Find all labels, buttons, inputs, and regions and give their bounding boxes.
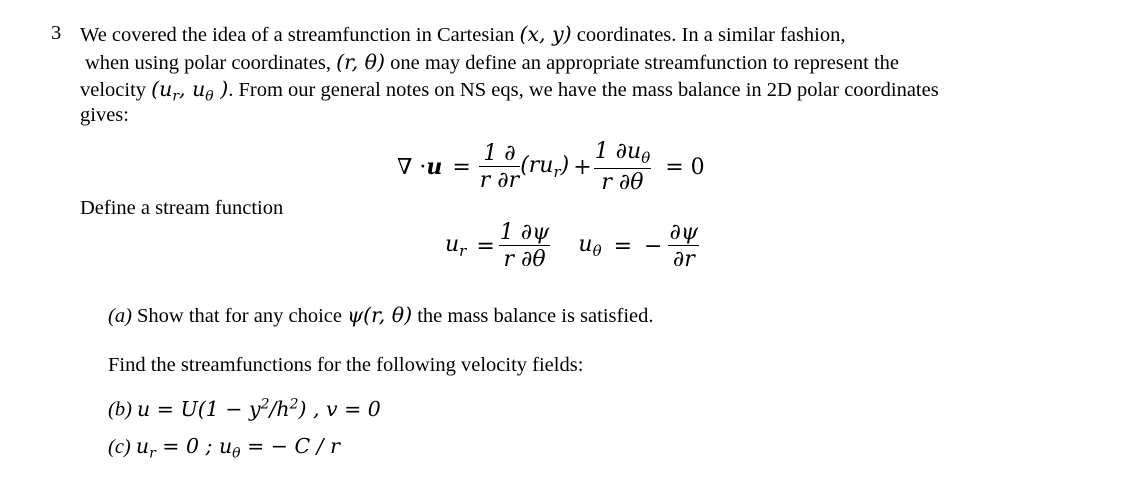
velocity-close: ) (213, 77, 229, 101)
part-a-math: ψ(r, θ) (347, 303, 413, 327)
part-b-math-3: ) , v = 0 (298, 396, 381, 421)
term-r-ur-open: (ru (520, 153, 554, 179)
nabla-dot: ∇ · (397, 154, 427, 180)
intro-line-1 (80, 22, 846, 47)
term-r-ur (520, 153, 569, 181)
u-r-letter: u (445, 232, 460, 258)
equals-zero: = 0 (665, 154, 705, 180)
fraction-1-over-r-dpsi-dtheta (499, 221, 551, 271)
velocity-mid: , u (179, 77, 206, 101)
part-a-text-1: Show that for any choice (131, 305, 348, 327)
intro-line-2-text-c: one may define an appropriate streamfunction to represent the (385, 52, 900, 74)
intro-line-3-text-c: . From our general notes on NS eqs, we have the mass balance in 2D polar coordinates (228, 79, 939, 101)
fraction-2-over-r-du-dtheta (594, 140, 652, 194)
fraction-2-numerator-sub: θ (641, 149, 651, 167)
part-b-math-1: u = U(1 − y (137, 396, 261, 421)
intro-line-2-math: (r, θ) (336, 50, 385, 74)
stream-fraction-1-numerator: 1 ∂ψ (499, 219, 550, 245)
term-r-ur-close: ) (560, 153, 570, 179)
part-c-u1: u (135, 434, 150, 458)
fraction-1-numerator: 1 ∂ (479, 142, 520, 167)
equals-sign-3: = (613, 233, 633, 259)
u-r-symbol (445, 232, 466, 260)
intro-line-1-text-a: We covered the idea of a streamfunction in Cartesian (80, 24, 520, 46)
equals-sign-2: = (476, 233, 495, 259)
part-c-label: (c) (108, 436, 136, 458)
part-b (108, 396, 381, 422)
velocity-vector-u: u (426, 154, 443, 180)
intro-line-1-math: (x, y) (519, 22, 572, 46)
part-c-sub-2: θ (232, 445, 241, 462)
part-b-sup-2: 2 (289, 396, 299, 412)
term-r-ur-sub: r (553, 162, 561, 181)
stream-fraction-2-numerator: ∂ψ (669, 219, 699, 245)
fraction-1-denominator: r ∂r (479, 168, 520, 193)
intro-line-4: gives: (80, 104, 129, 126)
fraction-2-numerator (594, 140, 652, 168)
stream-function-definitions (445, 217, 699, 275)
part-a (108, 303, 654, 328)
stream-fraction-2-denominator: ∂r (672, 247, 695, 272)
intro-line-2-text-a: when using polar coordinates, (85, 52, 337, 74)
find-streamfunctions-text: Find the streamfunctions for the following velocity fields: (108, 354, 584, 376)
velocity-open: (u (151, 77, 173, 101)
intro-line-1-text-c: coordinates. In a similar fashion, (571, 24, 846, 46)
part-b-math (137, 397, 381, 421)
part-b-label: (b) (108, 398, 138, 421)
u-r-sub: r (459, 241, 467, 260)
u-theta-sub: θ (592, 241, 602, 260)
intro-line-3-text-a: velocity (80, 79, 152, 101)
part-c-math-1: = 0 ; u (155, 434, 233, 458)
part-c-sub-1: r (149, 445, 156, 462)
minus-sign: − (644, 233, 663, 259)
define-stream-function-label: Define a stream function (80, 197, 284, 219)
velocity-sub-r: r (172, 88, 180, 105)
equals-sign-1: = (452, 154, 471, 180)
part-b-math-2: /h (269, 396, 290, 421)
mass-balance-equation (397, 140, 705, 194)
problem-number: 3 (51, 22, 62, 44)
fraction-1-over-r-d-dr (479, 142, 520, 192)
stream-fraction-1-denominator: r ∂θ (503, 247, 546, 272)
part-a-label: (a) (108, 305, 132, 327)
u-theta-letter: u (578, 232, 593, 258)
velocity-sub-theta: θ (205, 88, 214, 105)
intro-line-3-math (151, 77, 229, 105)
intro-line-3 (80, 77, 939, 104)
part-c-math (135, 434, 340, 462)
part-c-math-2: = − C / r (240, 434, 340, 458)
fraction-2-numerator-text: 1 ∂u (594, 139, 642, 165)
fraction-2-denominator: r ∂θ (601, 169, 644, 195)
part-c (108, 434, 340, 461)
intro-line-2 (85, 50, 899, 75)
plus-sign: + (573, 154, 592, 180)
u-theta-symbol (578, 232, 601, 260)
fraction-dpsi-dr (668, 221, 699, 271)
part-b-sup-1: 2 (260, 396, 270, 412)
part-a-text-2: the mass balance is satisfied. (412, 305, 654, 327)
